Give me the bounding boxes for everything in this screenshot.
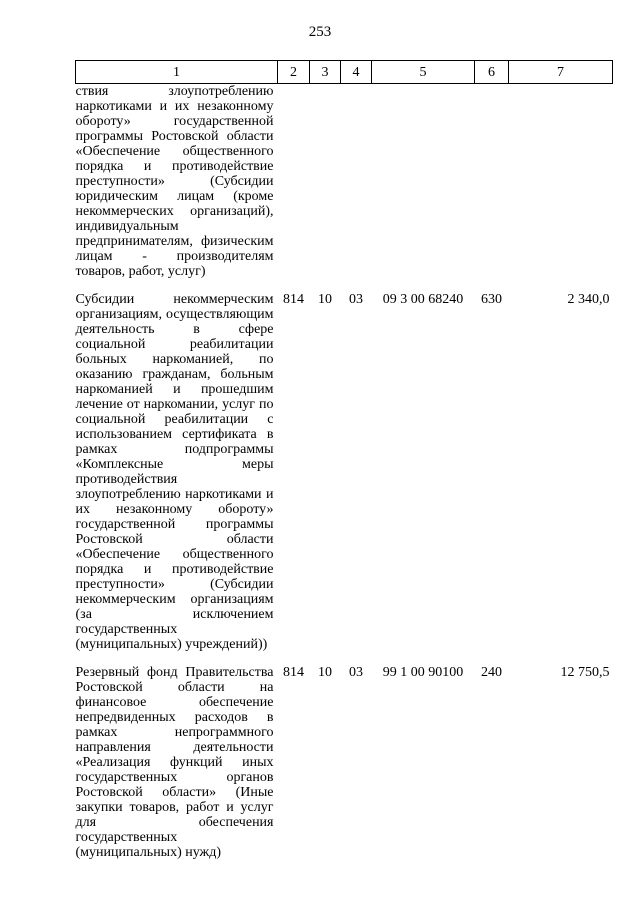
row-subsection: 03 [349,292,363,307]
row-subsection: 03 [349,665,363,680]
table-row [76,652,613,860]
row-amount [509,84,613,280]
row-ministry [278,84,310,280]
row-description: ствия злоупотреблению наркотиками и их незаконному обороту» государственной программы Ростовской области «Обеспечение общественного порядка и противодействие преступности» (Субсидии юридическим лицам (кроме некоммерческих организаций), индивидуальным предпринимателям, физическим лицам - производителям товаров, работ, услуг) [75,84,274,279]
row-ministry: 814 [283,665,304,680]
row-description: Резервный фонд Правительства Ростовской области на финансовое обеспечение непредвиденных расходов в рамках непрограммного направления деятельности «Реализация функций иных государственных органов Ростовской области» (Иные закупки товаров, работ и услуг для обеспечения государственных (муниципальных) нужд) [75,665,274,860]
row-section [310,84,341,280]
table-row [76,84,613,280]
row-target-article [372,84,475,280]
page-number: 253 [308,24,332,40]
row-target-article: 09 3 00 68240 [382,292,464,307]
column-header: 3 [310,61,341,84]
column-header: 7 [509,61,613,84]
column-header: 6 [475,61,509,84]
row-amount: 12 750,5 [560,665,610,680]
row-target-article: 99 1 00 90100 [382,665,464,680]
header-row [76,61,613,84]
budget-table [75,60,613,860]
row-description: Субсидии некоммерческим организациям, осуществляющим деятельность в сфере социальной реабилитации больных наркоманией, по оказанию гражданам, больным наркоманией и прошедшим лечение от наркомании, услуг по социальной реабилитации с использованием сертификата в рамках подпрограммы «Комплексные меры противодействия злоупотреблению наркотиками и их незаконному обороту» государственной программы Ростовской области «Обеспечение общественного порядка и противодействие преступности» (Субсидии некоммерческим организациям (за исключением государственных (муниципальных) учреждений)) [75,292,274,652]
row-expense-type: 630 [481,292,502,307]
table-row [76,279,613,652]
column-header: 5 [372,61,475,84]
column-header: 1 [76,61,278,84]
row-amount: 2 340,0 [567,292,610,307]
row-expense-type [475,84,509,280]
row-subsection [341,84,372,280]
row-section: 10 [318,665,332,680]
row-ministry: 814 [283,292,304,307]
row-section: 10 [318,292,332,307]
column-header: 4 [341,61,372,84]
column-header: 2 [278,61,310,84]
row-expense-type: 240 [481,665,502,680]
